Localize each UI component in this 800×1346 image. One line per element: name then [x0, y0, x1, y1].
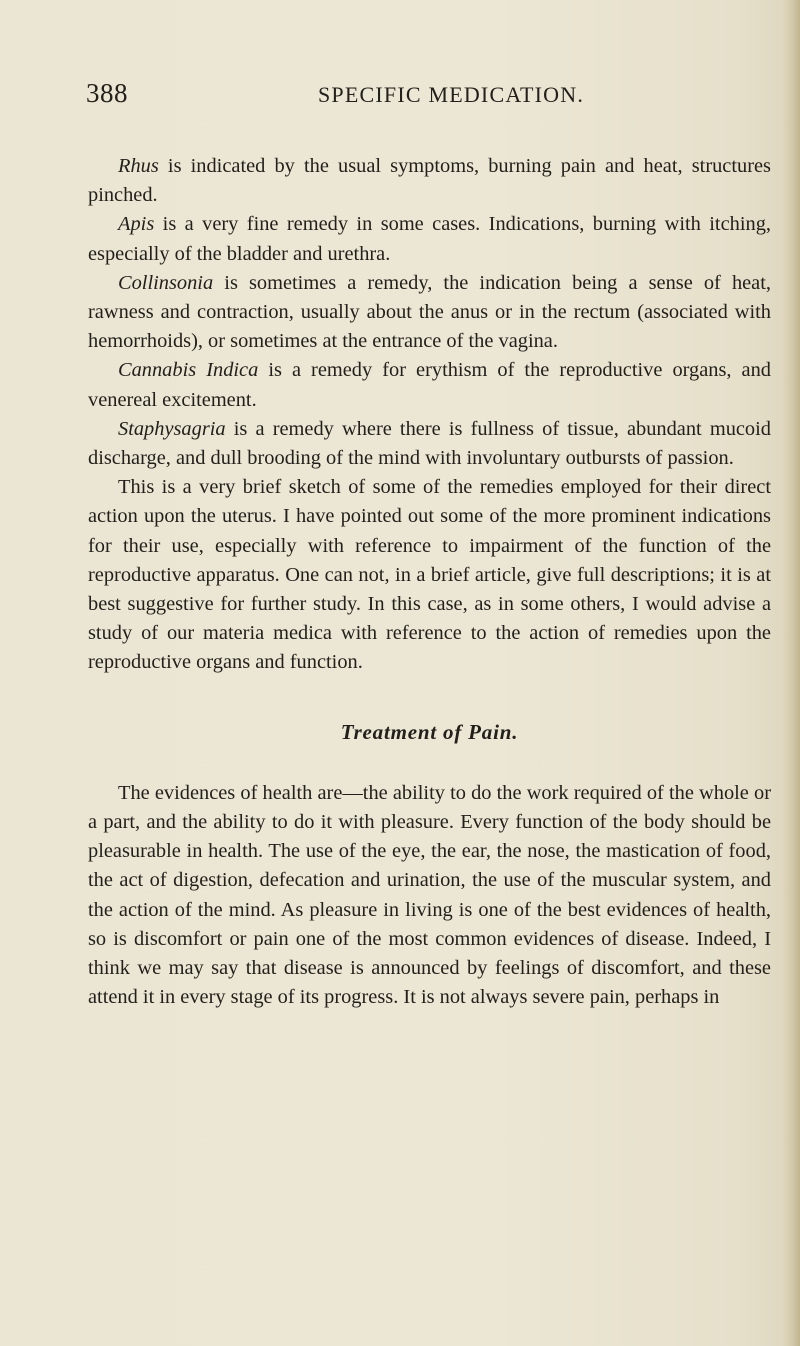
paragraph-text: is sometimes a remedy, the indication being a sense of heat, rawness and contraction, usually about the anus or in the rectum (associated with hemorrhoids), or sometimes at the entrance of the vagina.: [88, 271, 771, 353]
paragraph-rhus: [88, 152, 771, 210]
paragraph-text: is a remedy where there is fullness of tissue, abundant mucoid discharge, and dull brooding of the mind with involuntary outbursts of passion.: [88, 417, 771, 470]
paragraph-cannabis: [88, 356, 771, 414]
paragraph-treatment-of-pain: The evidences of health are—the ability to do the work required of the whole or a part, and the ability to do it with pleasure. Every function of the body should be pleasurable in health. The use of the eye, the ear, the nose, the mastication of food, the act of digestion, defecation and urination, the use of the muscular system, and the action of the mind. As pleasure in living is one of the best evidences of health, so is discomfort or pain one of the most common evidences of disease. Indeed, I think we may say that disease is announced by feelings of discomfort, and these attend it in every stage of its progress. It is not always severe pain, perhaps in: [88, 781, 771, 1009]
paragraph-staphysagria: [88, 415, 771, 473]
remedy-name: Collinsonia: [118, 271, 214, 294]
page-number: 388: [86, 78, 128, 108]
remedy-name: Apis: [118, 213, 155, 236]
section-heading: Treatment of Pain.: [340, 719, 519, 744]
remedy-name: Rhus: [118, 155, 159, 177]
remedy-name: Staphysagria: [118, 417, 226, 440]
running-title: SPECIFIC MEDICATION.: [318, 82, 585, 107]
running-head: [0, 78, 800, 114]
paragraph-summary: [88, 473, 771, 677]
paragraph-text: is a very fine remedy in some cases. Indications, burning with itching, especially of the bladder and urethra.: [88, 213, 771, 265]
paragraph-text: This is a very brief sketch of some of the remedies employed for their direct action upon the uterus. I have pointed out some of the more prominent indications for their use, especially with reference to impairment of the function of the reproductive apparatus. One can not, in a brief article, give full descriptions; it is at best suggestive for further study. In this case, as in some others, I would advise a study of our materia medica with reference to the action of remedies upon the reproductive organs and function.: [88, 476, 771, 674]
page-edge-shadow: [782, 0, 800, 1346]
body-text: [88, 152, 771, 1012]
paragraph-collinsonia: [88, 269, 771, 357]
paragraph-apis: [88, 210, 771, 268]
remedy-name: Cannabis Indica: [118, 359, 259, 382]
paragraph-text: is indicated by the usual symptoms, burning pain and heat, structures pinched.: [88, 155, 771, 207]
paragraph-text: is a remedy for erythism of the reproductive organs, and venereal excitement.: [88, 359, 771, 411]
